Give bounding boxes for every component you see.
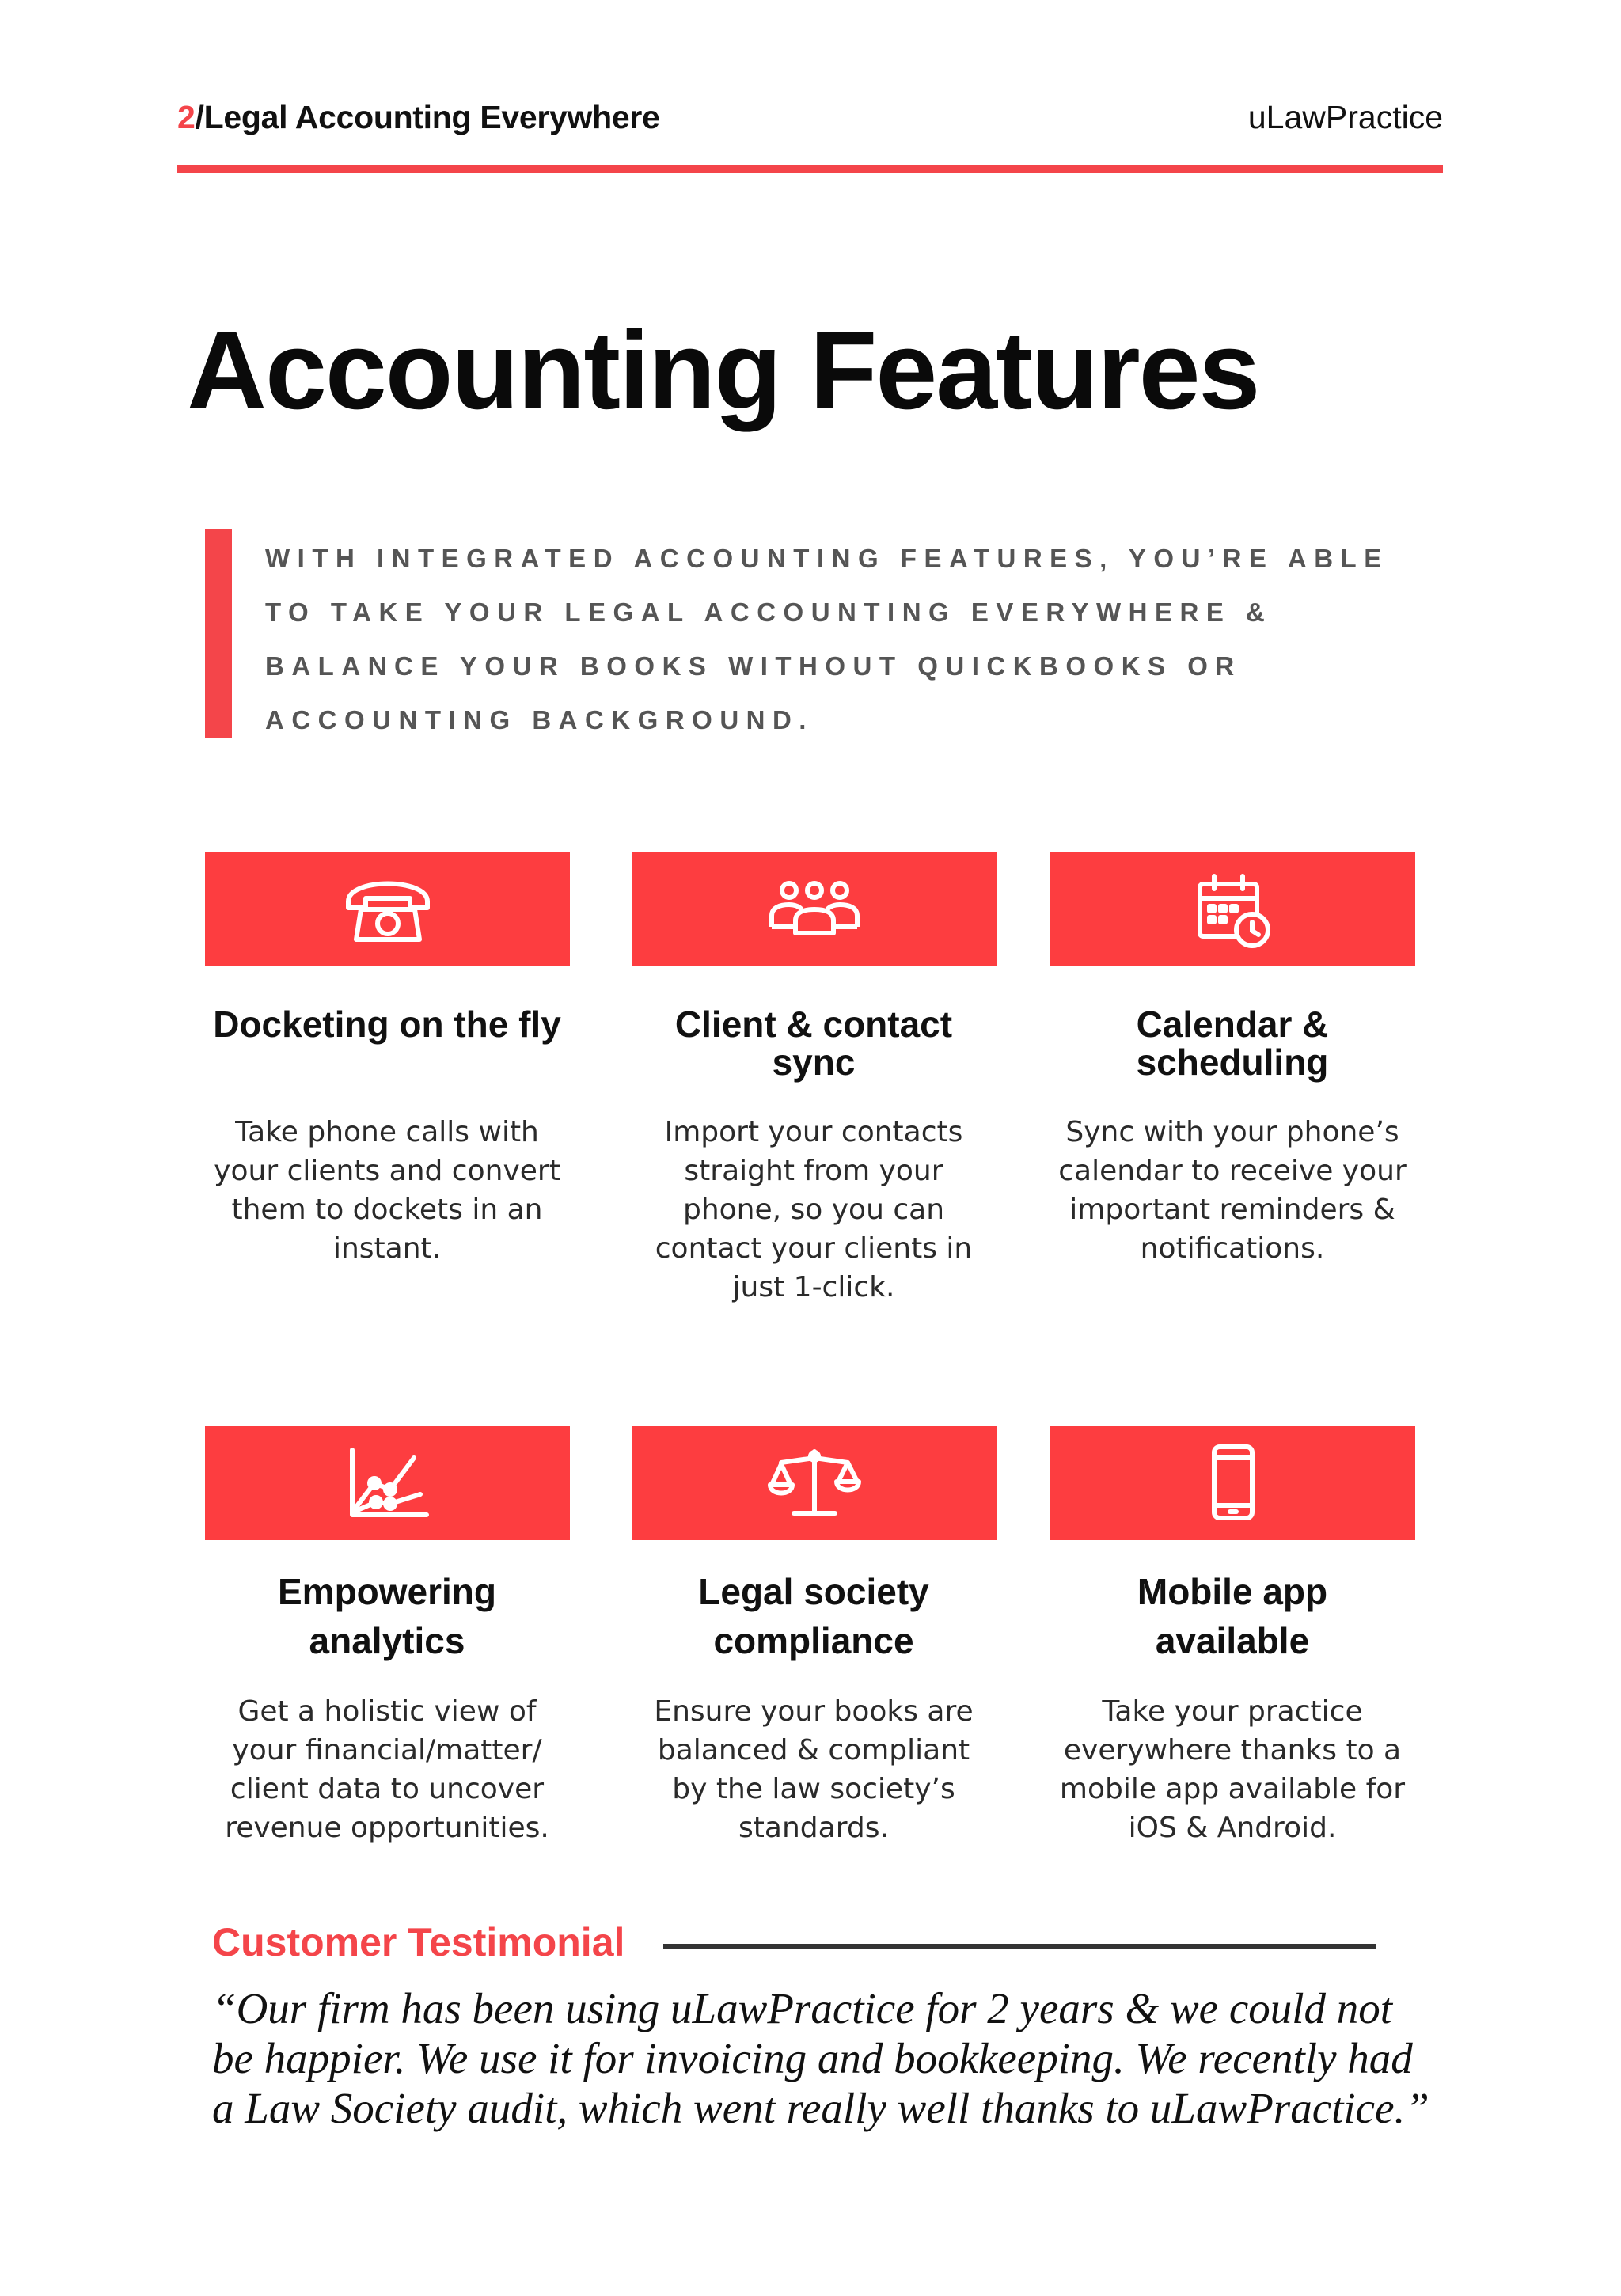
feature-title-analytics: Empowering analytics [277,1571,497,1661]
feature-title-calendar: Calendar & scheduling [1136,1004,1329,1083]
calendar-icon [1194,870,1273,949]
feature-title-compliance: Legal society compliance [698,1571,929,1661]
analytics-icon [344,1444,431,1523]
feature-box-mobile [1050,1426,1415,1540]
header-divider [177,165,1443,173]
section-title [177,99,660,136]
feature-title-mobile: Mobile app available [1137,1571,1328,1661]
feature-box-calendar [1050,852,1415,966]
feature-box-docketing [205,852,570,966]
feature-box-analytics [205,1426,570,1540]
phone-icon [340,870,435,949]
brand-name: uLawPractice [1247,98,1443,135]
testimonial-divider [663,1944,1376,1949]
feature-title-docketing: Docketing on the fly [213,1004,561,1045]
feature-text-mobile: Take your practice everywhere thanks to a mobile app available for iOS & Android. [1059,1695,1406,1844]
feature-box-client-sync [632,852,997,966]
mobile-icon [1209,1444,1257,1523]
testimonial-quote: “Our firm has been using uLawPractice for 2 years & we could not be happier. We use it for invoicing and bookkeeping. We recently had a Law Society audit, which went really well thanks to uLawPractice.” [212,1984,1429,2132]
scales-icon [767,1444,862,1523]
feature-text-calendar: Sync with your phone’s calendar to receive your important reminders & notifications. [1058,1116,1407,1265]
page-header [177,93,1443,141]
intro-text: WITH INTEGRATED ACCOUNTING FEATURES, YOU’RE ABLE TO TAKE YOUR LEGAL ACCOUNTING EVERYWHERE & BALANCE YOUR BOOKS WITHOUT QUICKBOOKS OR ACCOUNTING BACKGROUND. [265,544,1389,734]
testimonial-heading: Customer Testimonial [212,1920,625,1964]
feature-text-client-sync: Import your contacts straight from your phone, so you can contact your clients in just 1-click. [655,1116,973,1304]
contacts-icon [767,878,862,941]
feature-text-compliance: Ensure your books are balanced & compliant by the law society’s standards. [654,1695,974,1844]
intro-accent-bar [205,529,232,738]
page-title: Accounting Features [187,308,1259,432]
page-number: 2 [177,98,196,135]
feature-box-compliance [632,1426,997,1540]
feature-text-docketing: Take phone calls with your clients and convert them to dockets in an instant. [214,1116,560,1265]
section-label: /Legal Accounting Everywhere [195,98,660,135]
feature-title-client-sync: Client & contact sync [674,1004,953,1083]
feature-text-analytics: Get a holistic view of your financial/matter/ client data to uncover revenue opportunities. [225,1695,549,1844]
